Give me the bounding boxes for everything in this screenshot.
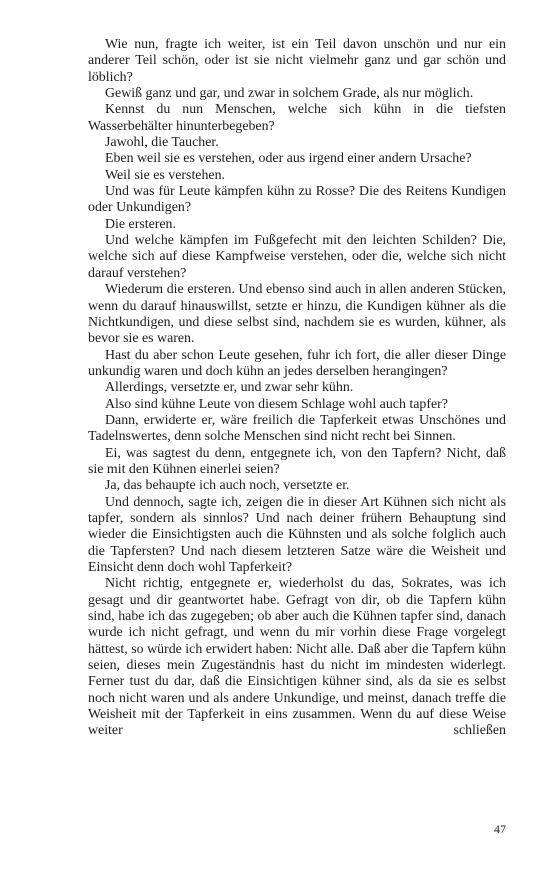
paragraph-2: Gewiß ganz und gar, und zwar in solchem Grade, als nur möglich. xyxy=(105,86,474,102)
paragraph-13: Also sind kühne Leute von diesem Schlage wohl auch tapfer? xyxy=(105,396,448,412)
paragraph-9: Und welche kämpfen im Fußgefecht mit den leichten Schilden? Die, welche sich auf diese Kampfweise verstehen, oder die, welche sich nicht darauf verstehen? xyxy=(88,233,506,281)
paragraph-17: Und dennoch, sagte ich, zeigen die in dieser Art Kühnen sich nicht als tapfer, sondern als sinnlos? Und nach deiner frühern Behauptung sind wieder die Einsichtigsten auch die Kühnsten und als solche folglich auch die Tapfersten? Und nach diesem letzteren Satze wäre die Weisheit und Einsicht denn doch wohl Tapferkeit? xyxy=(88,494,506,575)
paragraph-5: Eben weil sie es verstehen, oder aus irgend einer andern Ursache? xyxy=(105,151,472,167)
paragraph-12: Allerdings, versetzte er, und zwar sehr kühn. xyxy=(105,380,354,396)
paragraph-7: Und was für Leute kämpfen kühn zu Rosse? Die des Reitens Kundigen oder Unkundigen? xyxy=(88,184,506,216)
body-text xyxy=(88,37,506,740)
paragraph-10: Wiederum die ersteren. Und ebenso sind auch in allen anderen Stücken, wenn du darauf hinauswillst, setzte er hinzu, die Kundigen kühner als die Nichtkundigen, und diese selbst sind, nachdem sie es wurden, kühner, als bevor sie es waren. xyxy=(88,282,506,347)
paragraph-18: Nicht richtig, entgegnete er, wiederholst du das, Sokrates, was ich gesagt und dir geantwortet habe. Gefragt von dir, ob die Tapfern kühn sind, habe ich das zugegeben; ob aber auch die Kühnen tapfer sind, danach wurde ich nicht gefragt, und wenn du mir vorhin diese Frage vorgelegt hättest, so würde ich erwidert haben: Nicht alle. Daß aber die Tapfern kühn seien, dieses mein Zugeständnis hast du nicht im mindesten widerlegt. Ferner tust du dar, daß die Einsichtigen kühner sind, als da sie es selbst noch nicht waren und als andere Unkundige, und meinst, danach treffe die Weisheit mit der Tapferkeit in eins zusammen. Wenn du auf diese Weise weiter schließen xyxy=(88,576,506,739)
paragraph-14: Dann, erwiderte er, wäre freilich die Tapferkeit etwas Unschönes und Tadelnswertes, denn solche Menschen sind nicht recht bei Sinnen. xyxy=(88,412,506,445)
paragraph-6: Weil sie es verstehen. xyxy=(105,167,225,183)
page-number: 47 xyxy=(494,822,506,836)
paragraph-16: Ja, das behaupte ich auch noch, versetzte er. xyxy=(105,478,350,494)
paragraph-3: Kennst du nun Menschen, welche sich kühn in die tiefsten Wasserbehälter hinunterbegeben? xyxy=(88,102,506,134)
paragraph-15: Ei, was sagtest du denn, entgegnete ich, von den Tapfern? Nicht, daß sie mit den Kühnen einerlei seien? xyxy=(88,445,506,477)
paragraph-1: Wie nun, fragte ich weiter, ist ein Teil davon unschön und nur ein anderer Teil schön, oder ist sie nicht vielmehr ganz und gar schön und löblich? xyxy=(88,37,506,85)
paragraph-8: Die ersteren. xyxy=(105,216,176,232)
paragraph-11: Hast du aber schon Leute gesehen, fuhr ich fort, die aller dieser Dinge unkundig waren und doch kühn an jedes derselben herangingen? xyxy=(88,347,506,379)
paragraph-4: Jawohl, die Taucher. xyxy=(105,135,219,151)
